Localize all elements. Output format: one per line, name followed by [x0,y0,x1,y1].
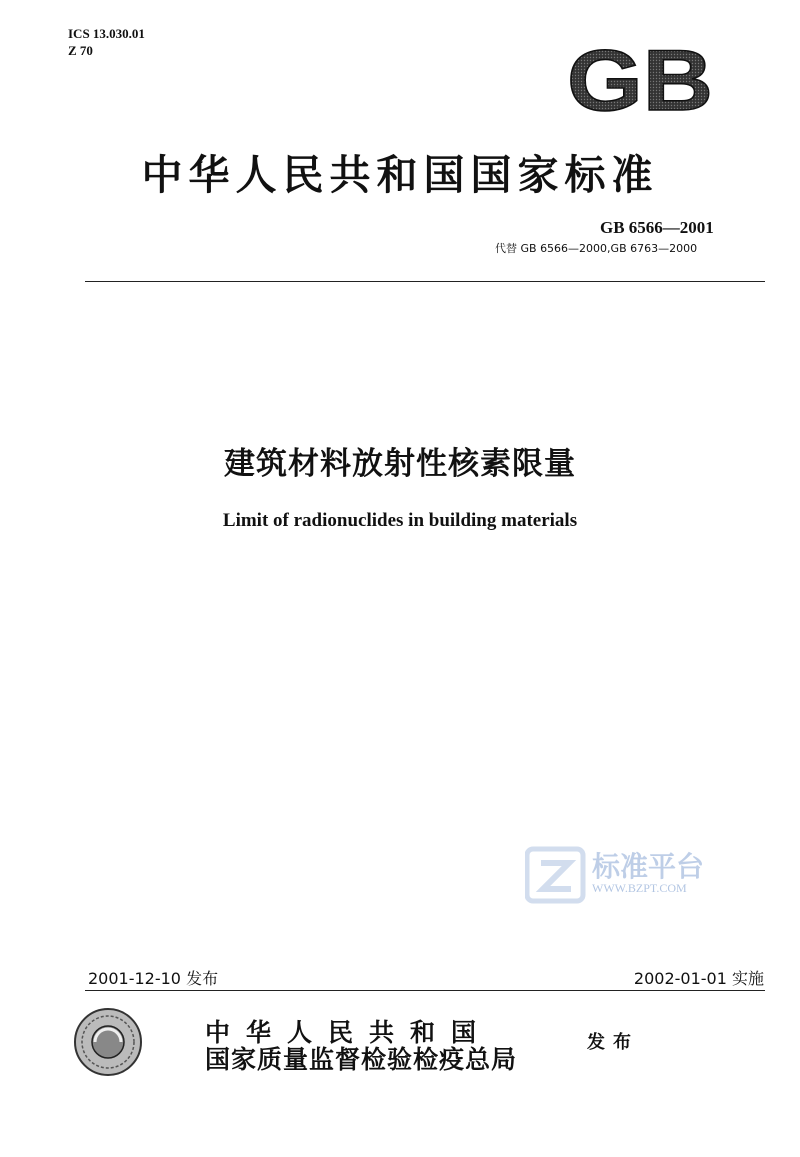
publisher-line-2: 国家质量监督检验检疫总局 [205,1045,518,1074]
watermark-url: WWW.BZPT.COM [592,881,687,895]
implementation-date: 2002-01-01 实施 [633,969,764,988]
ccs-code: Z 70 [68,43,93,58]
ics-code-block [68,25,145,59]
footer-divider [85,990,765,991]
publish-verb: 发布 [587,1032,639,1053]
gb-logo [565,38,715,120]
publisher-seal-icon [73,1007,143,1077]
watermark-name: 标准平台 [592,850,705,883]
issue-date: 2001-12-10 发布 [88,969,219,988]
document-title-cn: 建筑材料放射性核素限量 [224,446,576,482]
document-title-en: Limit of radionuclides in building materials [222,510,578,531]
ics-code: ICS 13.030.01 [68,26,145,41]
header-divider [85,281,765,282]
gb-logo-text: GB [567,38,713,120]
national-standard-title: 中华人民共和国国家标准 [141,151,659,199]
publisher-line-1: 中华人民共和国 [205,1018,493,1047]
standard-number: GB 6566—2001 [600,218,714,237]
replaces-note: 代替 GB 6566—2000,GB 6763—2000 [495,242,698,255]
